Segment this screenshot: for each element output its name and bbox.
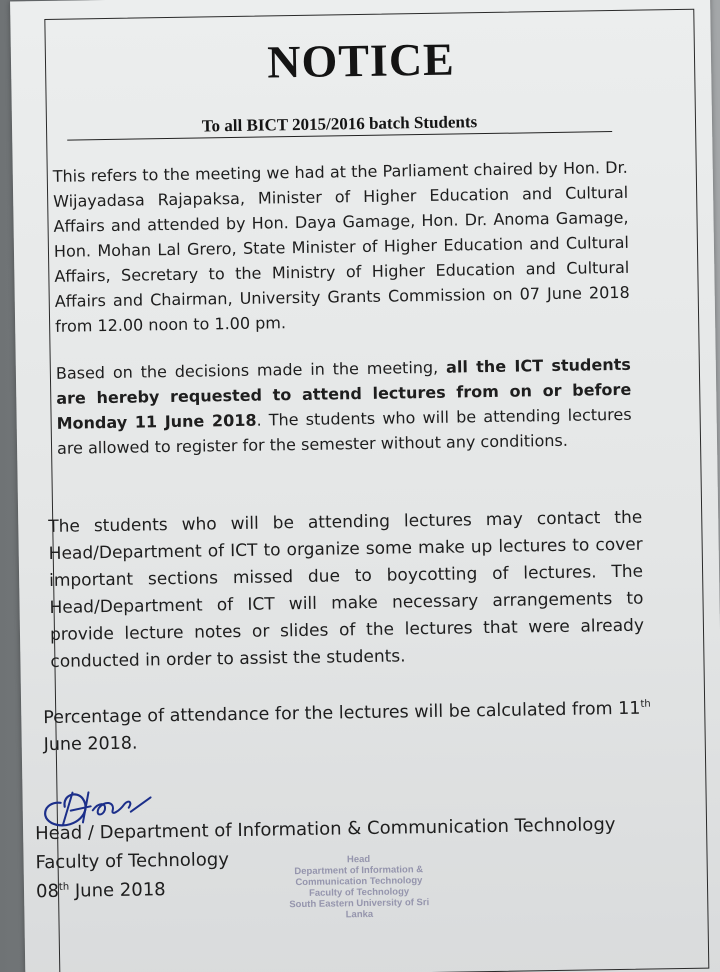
paragraph-decision-tail: . The students who will be attending lectures are allowed to register for the semester without any conditions. xyxy=(56,404,632,458)
paragraph-meeting: This refers to the meeting we had at the Parliament chaired by Hon. Dr. Wijayadasa Rajapaksa, Minister of Higher Education and Cultural Affairs and attended by Hon. Daya Gamage, Hon. Dr. Anoma Gamage, Hon. Mohan Lal Grero, State Minister of Higher Education and Cultural Affairs, Secretary to the Ministry of Higher Education and Cultural Affairs and Chairman, University Grants Commission on 07 June 2018 from 12.00 noon to 1.00 pm. xyxy=(52,157,630,336)
signatory-date-suffix: th xyxy=(58,881,70,893)
attendance-lead: Percentage of attendance for the lectures will be calculated from xyxy=(43,699,619,729)
signatory-faculty: Faculty of Technology xyxy=(35,849,230,874)
notice-title: NOTICE xyxy=(266,33,456,88)
stamp-line-2: Department of Information & xyxy=(294,864,424,878)
attendance-day-suffix: th xyxy=(640,698,651,710)
signatory-title: Head / Department of Information & Communication Technology xyxy=(34,814,616,845)
stamp-line-5: South Eastern University of Sri Lanka xyxy=(289,897,430,921)
attendance-tail: June 2018. xyxy=(43,733,138,756)
stamp-line-4: Faculty of Technology xyxy=(308,886,410,899)
signatory-date-day: 08 xyxy=(35,880,60,903)
paragraph-decision-emphasis: all the ICT students are hereby requested to attend lectures from on or before Monday 11 June 2018 xyxy=(56,354,632,433)
official-stamp xyxy=(278,853,439,922)
paragraph-decision xyxy=(56,352,632,461)
paragraph-makeup-lectures: The students who will be attending lectures may contact the Head/Department of ICT to organize some make up lectures to cover important sections missed due to boycotting of lectures. The Head/Department of ICT will make necessary arrangements to provide lecture notes or slides of the lectures that were already conducted in order to assist the students. xyxy=(48,507,645,672)
signatory-date-rest: June 2018 xyxy=(69,879,166,902)
paragraph-decision-lead: Based on the decisions made in the meeting, xyxy=(55,357,447,383)
paragraph-attendance xyxy=(43,695,654,759)
stamp-line-3: Communication Technology xyxy=(295,875,423,889)
notice-sheet xyxy=(10,0,720,972)
attendance-day: 11 xyxy=(618,698,641,720)
stamp-line-1: Head xyxy=(346,853,371,866)
notice-subtitle: To all BICT 2015/2016 batch Students xyxy=(67,110,612,141)
